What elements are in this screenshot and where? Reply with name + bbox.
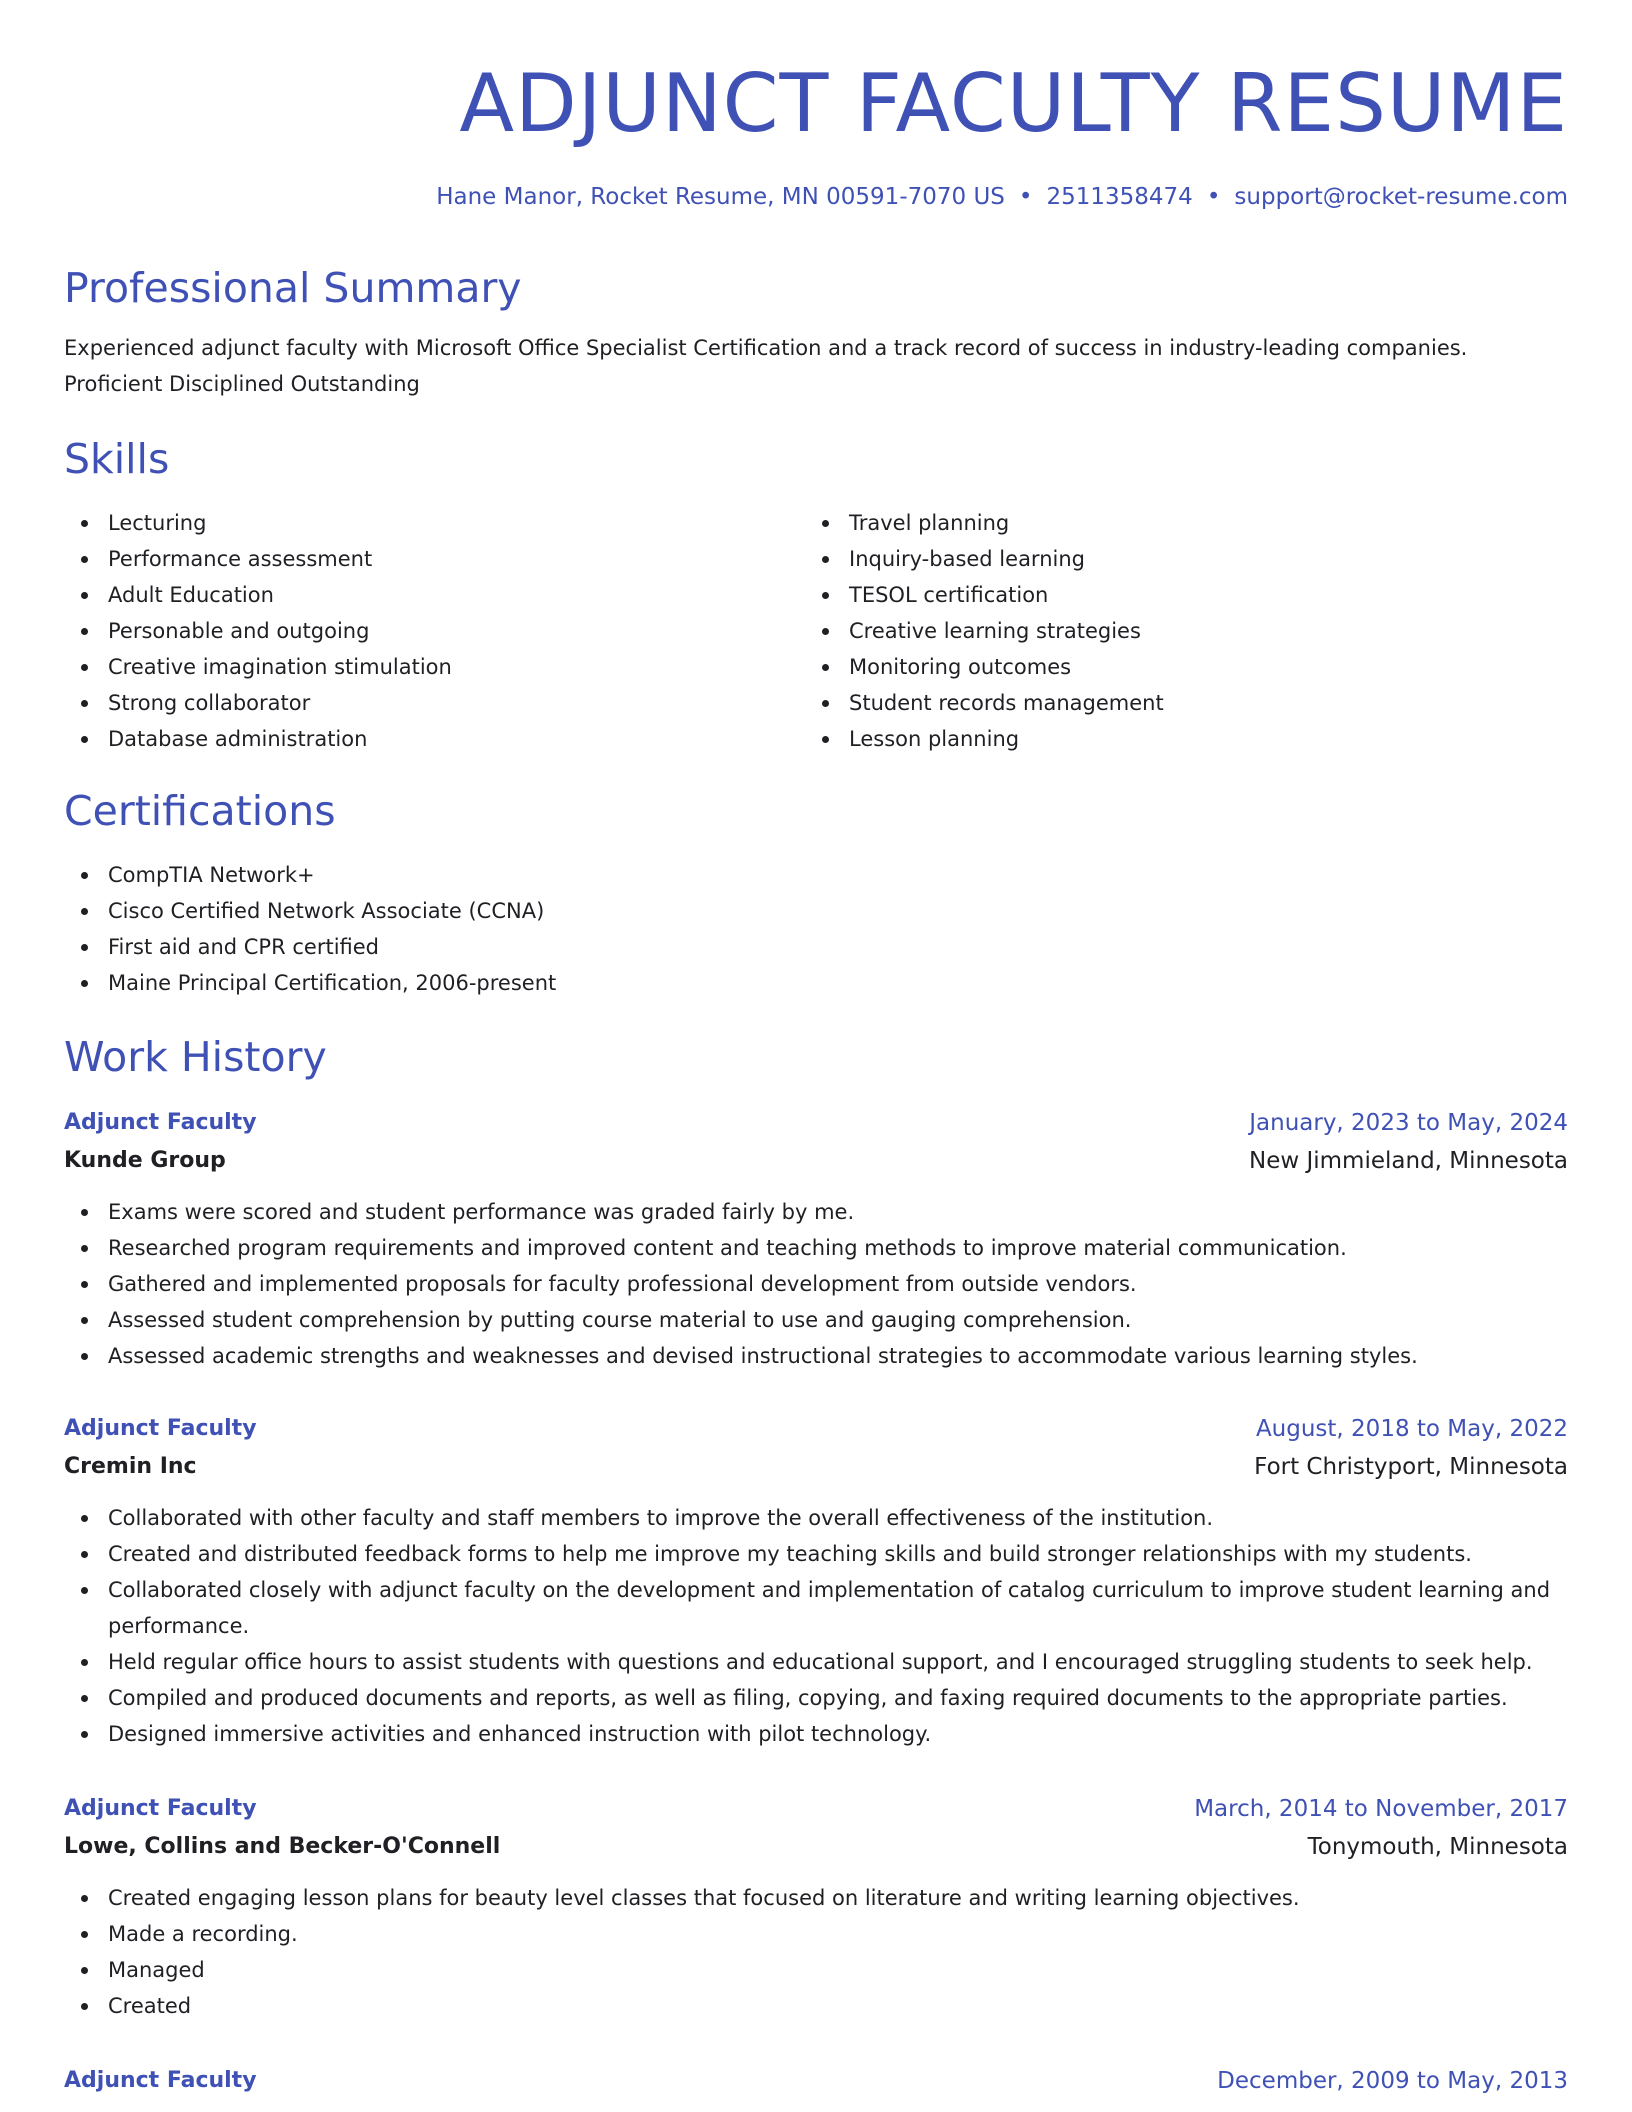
skills-heading: Skills	[64, 435, 170, 483]
job-entry	[64, 1104, 1568, 1374]
job-title: Adjunct Faculty	[64, 1796, 257, 1821]
summary-line-1: Experienced adjunct faculty with Microsoft Office Specialist Certification and a track record of success in industry-leading companies.	[64, 336, 1468, 360]
list-item: Created and distributed feedback forms to help me improve my teaching skills and build stronger relationships with my students.	[64, 1536, 1568, 1572]
work-history-heading: Work History	[64, 1033, 327, 1081]
list-item: Monitoring outcomes	[805, 649, 1525, 685]
job-title: Adjunct Faculty	[64, 1110, 257, 1135]
job-company-row	[64, 1828, 1568, 1866]
job-location: Fort Christyport, Minnesota	[1254, 1454, 1568, 1480]
list-item: Inquiry-based learning	[805, 541, 1525, 577]
list-item: Adult Education	[64, 577, 784, 613]
summary-text	[64, 330, 1568, 402]
list-item: Database administration	[64, 721, 784, 757]
certifications-list	[64, 857, 1568, 1001]
job-header-row	[64, 1104, 1568, 1142]
list-item: Lesson planning	[805, 721, 1525, 757]
job-bullets	[64, 1500, 1568, 1752]
job-company-row	[64, 1142, 1568, 1180]
job-title: Adjunct Faculty	[64, 1416, 257, 1441]
job-company: Cremin Inc	[64, 1454, 197, 1479]
job-location: Tonymouth, Minnesota	[1307, 1834, 1568, 1860]
job-entry	[64, 1790, 1568, 2024]
job-company: Kunde Group	[64, 1148, 226, 1173]
list-item: Created engaging lesson plans for beauty level classes that focused on literature and writing learning objectives.	[64, 1880, 1568, 1916]
list-item: Lecturing	[64, 505, 784, 541]
list-item: First aid and CPR certified	[64, 929, 1568, 965]
job-bullets	[64, 1880, 1568, 2024]
list-item: Created	[64, 1988, 1568, 2024]
summary-heading: Professional Summary	[64, 264, 522, 312]
list-item: Made a recording.	[64, 1916, 1568, 1952]
job-header-row	[64, 1410, 1568, 1448]
contact-line	[436, 181, 1568, 213]
list-item: Compiled and produced documents and reports, as well as filing, copying, and faxing required documents to the appropriate parties.	[64, 1680, 1568, 1716]
job-header-row	[64, 2062, 1568, 2100]
job-title: Adjunct Faculty	[64, 2068, 257, 2093]
skills-column-left	[64, 505, 784, 757]
job-dates: August, 2018 to May, 2022	[1255, 1416, 1568, 1442]
job-entry	[64, 2062, 1568, 2100]
job-bullets	[64, 1194, 1568, 1374]
contact-email[interactable]: support@rocket-resume.com	[1234, 184, 1568, 210]
list-item: Travel planning	[805, 505, 1525, 541]
skills-column-right	[805, 505, 1525, 757]
job-company: Lowe, Collins and Becker-O'Connell	[64, 1834, 501, 1859]
list-item: Researched program requirements and improved content and teaching methods to improve material communication.	[64, 1230, 1568, 1266]
list-item: Student records management	[805, 685, 1525, 721]
list-item: Strong collaborator	[64, 685, 784, 721]
job-location: New Jimmieland, Minnesota	[1249, 1148, 1568, 1174]
list-item: Gathered and implemented proposals for faculty professional development from outside vendors.	[64, 1266, 1568, 1302]
contact-separator: •	[1206, 184, 1221, 210]
list-item: Collaborated with other faculty and staff members to improve the overall effectiveness of the institution.	[64, 1500, 1568, 1536]
job-header-row	[64, 1790, 1568, 1828]
job-dates: December, 2009 to May, 2013	[1217, 2068, 1568, 2094]
list-item: Assessed academic strengths and weaknesses and devised instructional strategies to accommodate various learning styles.	[64, 1338, 1568, 1374]
contact-phone: 2511358474	[1046, 184, 1193, 210]
job-dates: January, 2023 to May, 2024	[1249, 1110, 1568, 1136]
summary-line-2: Proficient Disciplined Outstanding	[64, 372, 420, 396]
job-dates: March, 2014 to November, 2017	[1194, 1796, 1568, 1822]
list-item: TESOL certification	[805, 577, 1525, 613]
list-item: Creative imagination stimulation	[64, 649, 784, 685]
list-item: Collaborated closely with adjunct faculty on the development and implementation of catalog curriculum to improve student learning and performance.	[64, 1572, 1568, 1644]
resume-title: ADJUNCT FACULTY RESUME	[459, 57, 1568, 150]
list-item: Cisco Certified Network Associate (CCNA)	[64, 893, 1568, 929]
list-item: Creative learning strategies	[805, 613, 1525, 649]
list-item: Assessed student comprehension by putting course material to use and gauging comprehension.	[64, 1302, 1568, 1338]
list-item: Personable and outgoing	[64, 613, 784, 649]
job-company-row	[64, 1448, 1568, 1486]
list-item: CompTIA Network+	[64, 857, 1568, 893]
contact-separator: •	[1018, 184, 1033, 210]
list-item: Held regular office hours to assist students with questions and educational support, and I encouraged struggling students to seek help.	[64, 1644, 1568, 1680]
list-item: Managed	[64, 1952, 1568, 1988]
contact-address: Hane Manor, Rocket Resume, MN 00591-7070 US	[436, 184, 1005, 210]
job-entry	[64, 1410, 1568, 1752]
list-item: Designed immersive activities and enhanced instruction with pilot technology.	[64, 1716, 1568, 1752]
list-item: Exams were scored and student performance was graded fairly by me.	[64, 1194, 1568, 1230]
list-item: Maine Principal Certification, 2006-present	[64, 965, 1568, 1001]
certifications-heading: Certifications	[64, 787, 336, 835]
list-item: Performance assessment	[64, 541, 784, 577]
